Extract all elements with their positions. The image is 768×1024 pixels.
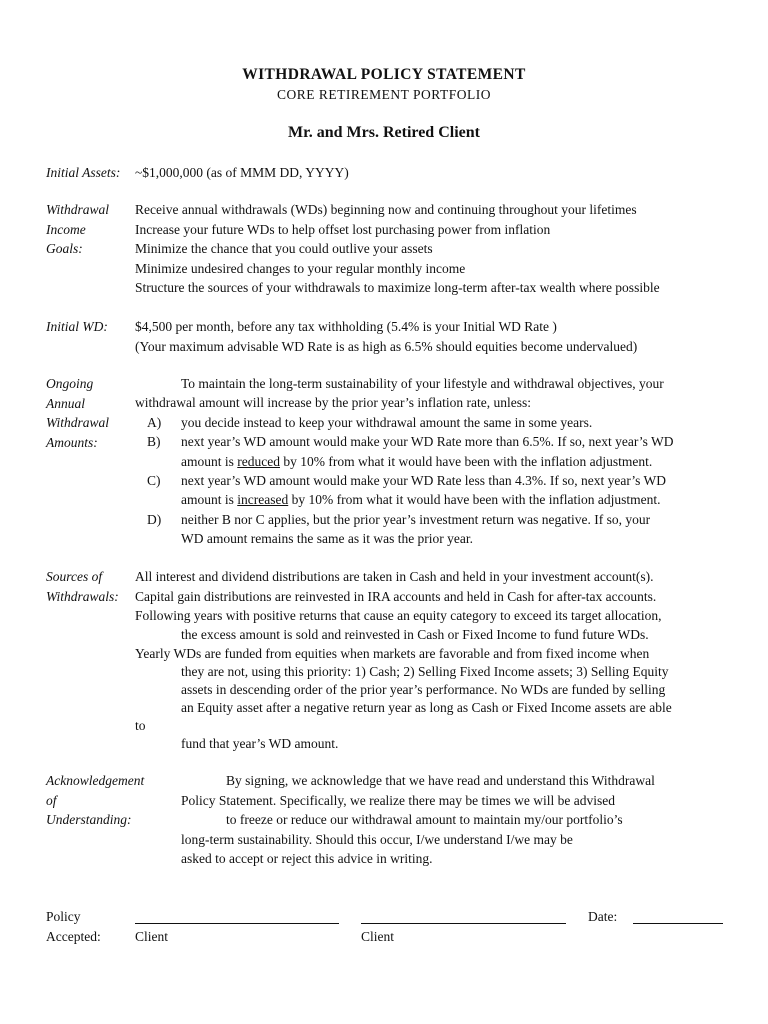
item-c-text-2-post: by 10% from what it would have been with the inflation adjustment.: [288, 492, 661, 507]
sources-line-1: All interest and dividend distributions are taken in Cash and held in your investment account(s).: [135, 569, 654, 584]
sources-label: [46, 567, 119, 606]
income-goal-item: Minimize the chance that you could outlive your assets: [135, 241, 433, 257]
sources-line-5: Yearly WDs are funded from equities when markets are favorable and from fixed income when: [135, 646, 650, 661]
initial-wd-label: Initial WD:: [46, 319, 108, 334]
income-goal-item: Increase your future WDs to help offset lost purchasing power from inflation: [135, 221, 551, 237]
item-d-letter: D): [147, 512, 162, 527]
income-goals-list: [135, 200, 660, 298]
sources-label-line: Withdrawals:: [46, 588, 119, 604]
document-subtitle: CORE RETIREMENT PORTFOLIO: [277, 87, 491, 102]
policy-label-line: Accepted:: [46, 928, 101, 944]
client-2-signature-line[interactable]: [361, 923, 566, 924]
reduced-emphasis: reduced: [237, 454, 280, 469]
client-1-signature-line[interactable]: [135, 923, 339, 924]
income-goals-label-line: Goals:: [46, 241, 83, 257]
acknowledgement-label-line: Understanding:: [46, 812, 132, 828]
item-c-letter: C): [147, 473, 161, 488]
ongoing-intro-2: withdrawal amount will increase by the prior year’s inflation rate, unless:: [135, 395, 532, 410]
sources-line-10: fund that year’s WD amount.: [181, 736, 339, 751]
document-title: WITHDRAWAL POLICY STATEMENT: [242, 66, 526, 83]
item-c-text-1: next year’s WD amount would make your WD Rate less than 4.3%. If so, next year’s WD: [181, 473, 667, 488]
client-2-label: Client: [361, 929, 394, 944]
acknowledgement-line-1: By signing, we acknowledge that we have read and understand this Withdrawal: [226, 773, 655, 788]
item-d-text-2: WD amount remains the same as it was the prior year.: [181, 531, 474, 546]
date-label: Date:: [588, 909, 618, 924]
income-goals-label: [46, 200, 109, 259]
client-1-label: Client: [135, 929, 168, 944]
item-c-text-2: [181, 490, 661, 510]
initial-wd-line: $4,500 per month, before any tax withholding (5.4% is your Initial WD Rate ): [135, 319, 557, 334]
item-b-text-2: [181, 452, 652, 472]
ongoing-label-line: Withdrawal: [46, 415, 110, 431]
item-b-text-1: next year’s WD amount would make your WD Rate more than 6.5%. If so, next year’s WD: [181, 434, 674, 449]
sources-line-9: to: [135, 718, 146, 733]
initial-assets-label: Initial Assets:: [46, 165, 121, 180]
item-b-letter: B): [147, 434, 161, 449]
sources-line-2: Capital gain distributions are reinvested in IRA accounts and held in Cash for after-tax accounts.: [135, 589, 657, 604]
item-b-text-2-pre: amount is: [181, 454, 238, 469]
ongoing-intro-1: To maintain the long-term sustainability of your lifestyle and withdrawal objectives, your: [181, 376, 664, 391]
acknowledgement-label-line: of: [46, 792, 57, 808]
policy-label-line: Policy: [46, 909, 81, 924]
acknowledgement-line-2: Policy Statement. Specifically, we realize there may be times we will be advised: [181, 793, 615, 808]
acknowledgement-line-5: asked to accept or reject this advice in writing.: [181, 851, 433, 866]
acknowledgement-line-4: long-term sustainability. Should this occur, I/we understand I/we may be: [181, 832, 573, 847]
sources-line-3: Following years with positive returns that cause an equity category to exceed its target allocation,: [135, 608, 662, 623]
sources-line-4: the excess amount is sold and reinvested in Cash or Fixed Income to fund future WDs.: [181, 627, 649, 642]
item-c-text-2-pre: amount is: [181, 492, 238, 507]
sources-line-6: they are not, using this priority: 1) Cash; 2) Selling Fixed Income assets; 3) Selling Equity: [181, 664, 669, 679]
acknowledgement-label: [46, 771, 144, 830]
initial-assets-text: ~$1,000,000 (as of MMM DD, YYYY): [135, 165, 349, 180]
ongoing-label-line: Amounts:: [46, 434, 98, 450]
acknowledgement-line-3: to freeze or reduce our withdrawal amount to maintain my/our portfolio’s: [226, 812, 623, 827]
initial-wd-text: [135, 317, 637, 356]
ongoing-label-line: Annual: [46, 395, 85, 411]
policy-accepted-label: [46, 907, 101, 946]
item-d-text-1: neither B nor C applies, but the prior year’s investment return was negative. If so, your: [181, 512, 651, 527]
income-goal-item: Structure the sources of your withdrawals to maximize long-term after-tax wealth where possible: [135, 280, 660, 296]
income-goal-item: Minimize undesired changes to your regular monthly income: [135, 260, 466, 276]
ongoing-label-line: Ongoing: [46, 376, 94, 391]
item-a-letter: A): [147, 415, 162, 430]
item-a-text: you decide instead to keep your withdrawal amount the same in some years.: [181, 415, 593, 430]
income-goal-item: Receive annual withdrawals (WDs) beginning now and continuing throughout your lifetimes: [135, 202, 637, 217]
increased-emphasis: increased: [237, 492, 289, 507]
sources-line-7: assets in descending order of the prior year’s performance. No WDs are funded by selling: [181, 682, 666, 697]
client-name: Mr. and Mrs. Retired Client: [288, 124, 480, 141]
ongoing-label: [46, 374, 109, 452]
income-goals-label-line: Income: [46, 221, 86, 237]
sources-label-line: Sources of: [46, 569, 103, 584]
date-line[interactable]: [633, 923, 723, 924]
acknowledgement-label-line: Acknowledgement: [46, 773, 145, 788]
income-goals-label-line: Withdrawal: [46, 202, 110, 217]
sources-line-8: an Equity asset after a negative return year as long as Cash or Fixed Income assets are able: [181, 700, 672, 715]
item-b-text-2-post: by 10% from what it would have been with the inflation adjustment.: [279, 454, 653, 469]
initial-wd-line: (Your maximum advisable WD Rate is as high as 6.5% should equities become undervalued): [135, 338, 638, 354]
